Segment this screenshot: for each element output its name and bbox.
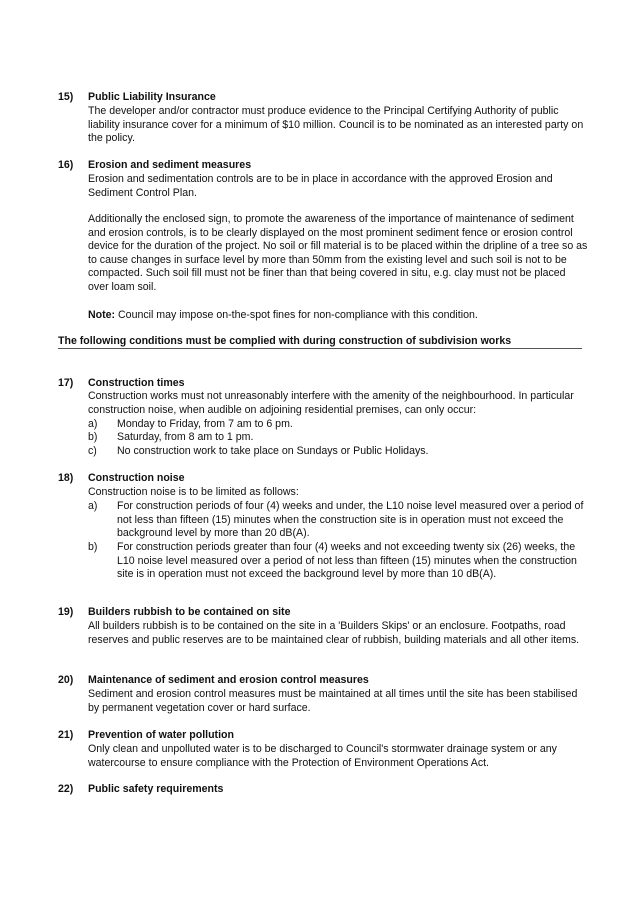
condition-body: Erosion and sedimentation controls are to be in place in accordance with the approved Erosion and Sediment Control Plan. bbox=[88, 173, 553, 199]
list-item-label: c) bbox=[88, 445, 97, 457]
condition-body: The developer and/or contractor must produce evidence to the Principal Certifying Authority of public liability insurance cover for a minimum of $10 million. Council is to be nominated as an interested party on the policy. bbox=[88, 105, 584, 145]
section-heading: The following conditions must be complied with during construction of subdivision works bbox=[58, 335, 512, 347]
condition-body: All builders rubbish is to be contained on the site in a 'Builders Skips' or an enclosure. Footpaths, road reserves and public reserves are to be maintained clear of rubbish, building materials and all other items. bbox=[88, 620, 580, 646]
note-text: Council may impose on-the-spot fines for non-compliance with this condition. bbox=[115, 309, 478, 321]
condition-number: 19) bbox=[58, 606, 74, 618]
condition-title: Erosion and sediment measures bbox=[88, 159, 252, 171]
condition-body: Construction works must not unreasonably interfere with the amenity of the neighbourhood. In particular construction noise, when audible on adjoining residential premises, can only occur: bbox=[88, 390, 574, 416]
list-item-label: b) bbox=[88, 431, 98, 443]
condition-number: 17) bbox=[58, 377, 74, 389]
condition-number: 22) bbox=[58, 783, 74, 795]
note-label: Note: bbox=[88, 309, 116, 321]
list-item-label: a) bbox=[88, 418, 98, 430]
condition-body: Only clean and unpolluted water is to be discharged to Council's stormwater drainage system or any watercourse to ensure compliance with the Protection of Environment Operations Act. bbox=[88, 743, 557, 769]
condition-title: Maintenance of sediment and erosion control measures bbox=[88, 674, 369, 686]
condition-title: Construction times bbox=[88, 377, 185, 389]
condition-title: Prevention of water pollution bbox=[88, 729, 234, 741]
condition-paragraph: Additionally the enclosed sign, to promote the awareness of the importance of maintenance of sediment and erosion controls, is to be clearly displayed on the most prominent sediment fence or erosion control device for the duration of the project. No soil or fill material is to be placed within the dripline of a tree so as to cause changes in surface level by more than 50mm from the existing level and such soil is not to be compacted. Such soil fill must not be finer than that being covered in situ, e.g. clay must not be placed over loam soil. bbox=[88, 213, 588, 293]
condition-body: Construction noise is to be limited as follows: bbox=[88, 486, 299, 498]
list-item-text: For construction periods of four (4) weeks and under, the L10 noise level measured over a period of not less than fifteen (15) minutes when the construction site is in operation must not exceed the background level by more than 20 dB(A). bbox=[117, 500, 584, 540]
list-item-text: Saturday, from 8 am to 1 pm. bbox=[117, 431, 254, 443]
condition-number: 21) bbox=[58, 729, 74, 741]
section-divider bbox=[58, 348, 582, 349]
condition-title: Construction noise bbox=[88, 472, 185, 484]
condition-number: 18) bbox=[58, 472, 74, 484]
condition-number: 16) bbox=[58, 159, 74, 171]
condition-number: 15) bbox=[58, 91, 74, 103]
condition-title: Builders rubbish to be contained on site bbox=[88, 606, 291, 618]
list-item-label: b) bbox=[88, 541, 98, 553]
list-item-text: Monday to Friday, from 7 am to 6 pm. bbox=[117, 418, 293, 430]
condition-number: 20) bbox=[58, 674, 74, 686]
condition-note bbox=[88, 309, 588, 323]
list-item-text: No construction work to take place on Sundays or Public Holidays. bbox=[117, 445, 429, 457]
condition-title: Public safety requirements bbox=[88, 783, 224, 795]
condition-body: Sediment and erosion control measures must be maintained at all times until the site has been stabilised by permanent vegetation cover or hard surface. bbox=[88, 688, 578, 714]
list-item-text: For construction periods greater than four (4) weeks and not exceeding twenty six (26) weeks, the L10 noise level measured over a period of not less than fifteen (15) minutes when the construction site is in operation must not exceed the background level by more than 10 dB(A). bbox=[117, 541, 577, 581]
condition-title: Public Liability Insurance bbox=[88, 91, 216, 103]
list-item-label: a) bbox=[88, 500, 98, 512]
